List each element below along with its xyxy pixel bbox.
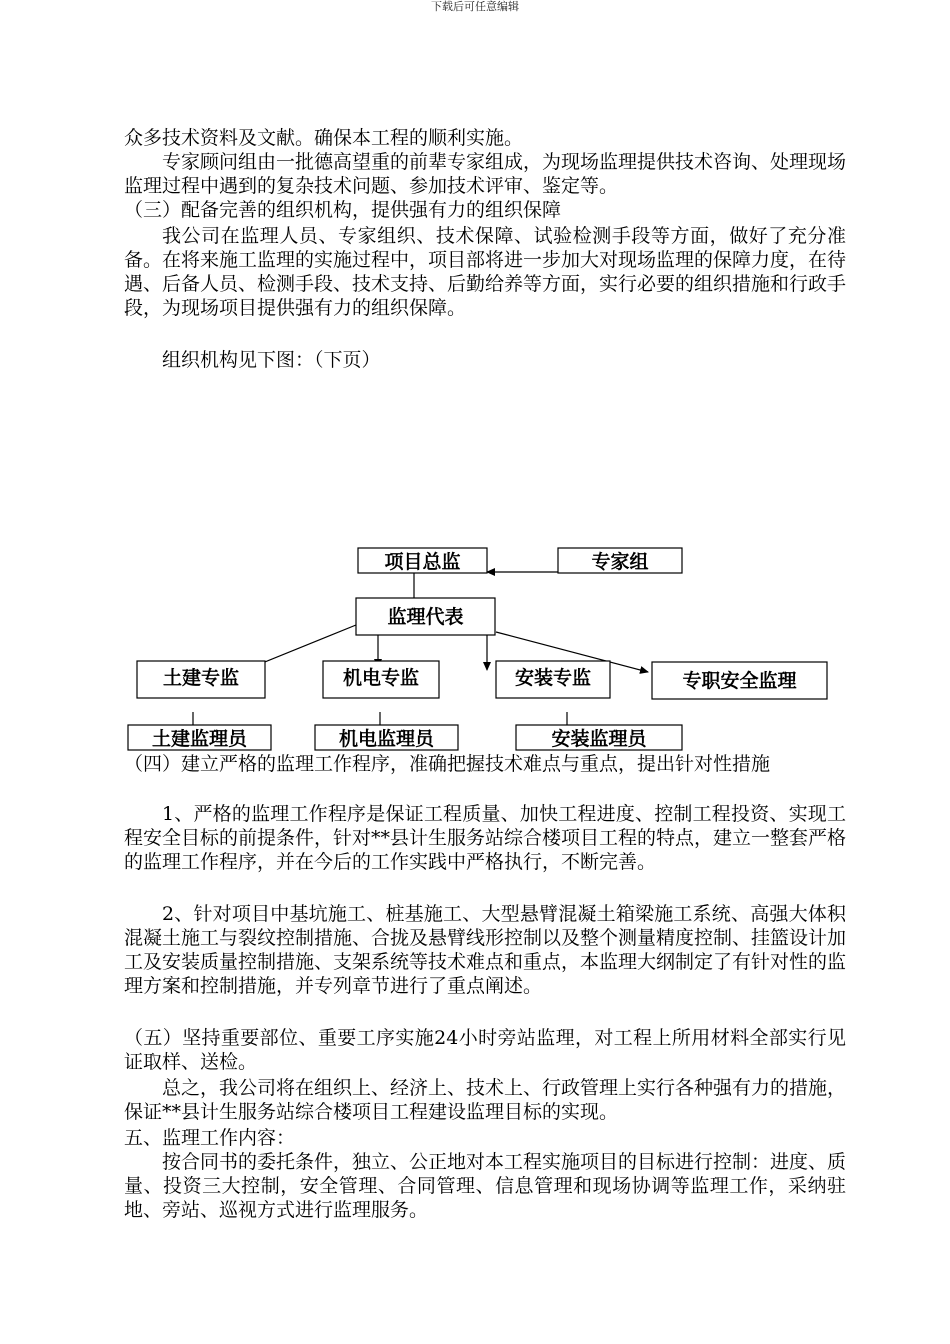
box-experts-label: 专家组	[591, 551, 649, 573]
box-civil-specialist-label: 土建专监	[162, 667, 240, 689]
box-chief	[358, 548, 487, 573]
box-install-inspector	[516, 725, 682, 750]
paragraph-4: 我公司在监理人员、专家组织、技术保障、试验检测手段等方面，做好了充分准备。在将来施工监理的实施过程中，项目部将进一步加大对现场监理的保障力度，在待遇、后备人员、检测手段、技术支持、后勤给养等方面，实行必要的组织措施和行政手段，为现场项目提供强有力的组织保障。	[124, 225, 847, 319]
org-chart	[0, 540, 950, 755]
box-mep-inspector	[315, 725, 458, 750]
box-install-specialist	[496, 661, 610, 698]
box-chief-label: 项目总监	[384, 551, 461, 573]
box-mep-inspector-label: 机电监理员	[338, 728, 435, 750]
paragraph-2: 专家顾问组由一批德高望重的前辈专家组成，为现场监理提供技术咨询、处理现场监理过程中遇到的复杂技术问题、参加技术评审、鉴定等。	[124, 151, 847, 197]
box-civil-specialist	[137, 661, 265, 698]
paragraph-10: 总之，我公司将在组织上、经济上、技术上、行政管理上实行各种强有力的措施，保证**县计生服务站综合楼项目工程建设监理目标的实现。	[124, 1077, 847, 1123]
page-header: 下载后可任意编辑	[431, 0, 519, 13]
section-heading-3: （三）配备完善的组织机构，提供强有力的组织保障	[124, 199, 562, 221]
paragraph-1: 众多技术资料及文献。确保本工程的顺利实施。	[124, 127, 524, 149]
paragraph-12: 按合同书的委托条件，独立、公正地对本工程实施项目的目标进行控制：进度、质量、投资三大控制，安全管理、合同管理、信息管理和现场协调等监理工作，采纳驻地、旁站、巡视方式进行监理服务。	[124, 1151, 847, 1221]
box-mep-specialist-label: 机电专监	[342, 667, 420, 689]
box-representative	[356, 598, 495, 635]
paragraph-7: 1、严格的监理工作程序是保证工程质量、加快工程进度、控制工程投资、实现工程安全目标的前提条件，针对**县计生服务站综合楼项目工程的特点，建立一整套严格的监理工作程序，并在今后的工作实践中严格执行，不断完善。	[124, 803, 847, 873]
paragraph-5: 组织机构见下图：（下页）	[162, 349, 381, 371]
box-experts	[558, 548, 682, 573]
section-heading-five: 五、监理工作内容：	[124, 1127, 296, 1149]
box-install-inspector-label: 安装监理员	[551, 728, 647, 750]
box-representative-label: 监理代表	[387, 606, 464, 628]
section-heading-4: （四）建立严格的监理工作程序，准确把握技术难点与重点，提出针对性措施	[124, 753, 771, 775]
box-safety-supervisor	[652, 662, 827, 699]
box-civil-inspector-label: 土建监理员	[151, 728, 248, 750]
box-install-specialist-label: 安装专监	[514, 667, 592, 689]
box-civil-inspector	[128, 725, 271, 750]
section-heading-5: （五）坚持重要部位、重要工序实施24小时旁站监理，对工程上所用材料全部实行见证取样、送检。	[124, 1027, 846, 1073]
box-safety-supervisor-label: 专职安全监理	[682, 670, 797, 692]
box-mep-specialist	[323, 661, 439, 698]
paragraph-8: 2、针对项目中基坑施工、桩基施工、大型悬臂混凝土箱梁施工系统、高强大体积混凝土施工与裂纹控制措施、合拢及悬臂线形控制以及整个测量精度控制、挂篮设计加工及安装质量控制措施、支架系统等技术难点和重点，本监理大纲制定了有针对性的监理方案和控制措施，并专列章节进行了重点阐述。	[124, 903, 847, 997]
